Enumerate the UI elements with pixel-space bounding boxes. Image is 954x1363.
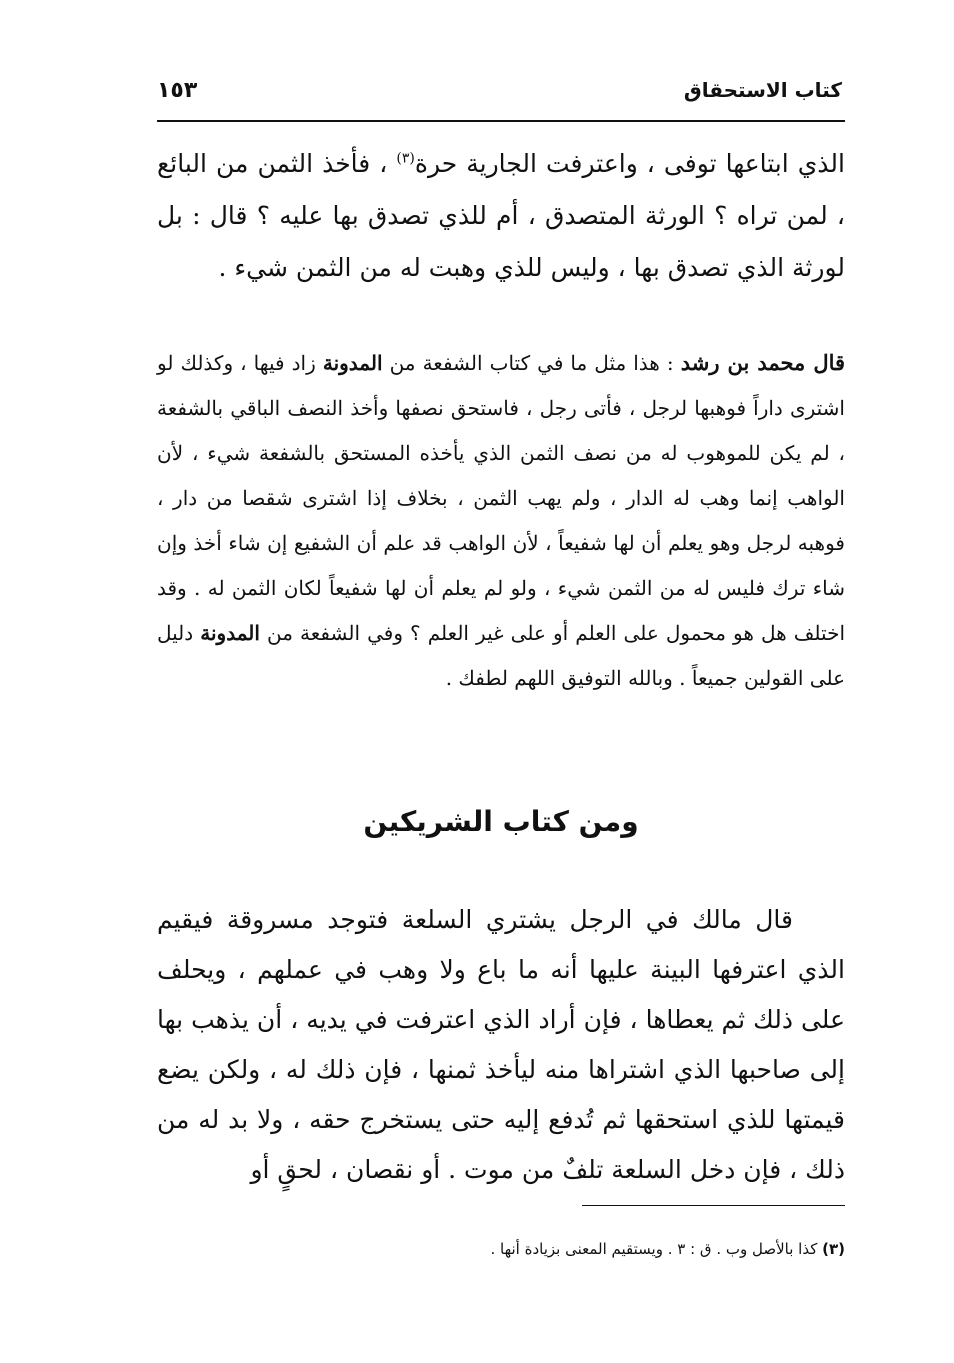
running-title: كتاب الاستحقاق <box>683 78 842 102</box>
commentary-text-a: : هذا مثل ما في كتاب الشفعة من <box>382 351 681 375</box>
header-divider <box>157 120 845 122</box>
paragraph-question <box>157 138 845 294</box>
commentary-text-b: زاد فيها ، وكذلك لو اشترى داراً فوهبها لرجل ، فأتى رجل ، فاستحق نصفها وأخذ النصف الباقي بالشفعة ، لم يكن للموهوب له من نصف الثمن الذي يأخذه المستحق بالشفعة شيء ، لأن الواهب إنما وهب له الدار ، ولم يهب الثمن ، بخلاف إذا اشترى شقصا من دار ، فوهبه لرجل وهو يعلم أن لها شفيعاً ، لأن الواهب قد علم أن الشفيع إن شاء أخذ وإن شاء ترك فليس له من الثمن شيء ، ولو لم يعلم أن لها شفيعاً لكان الثمن له . وقد اختلف هل هو محمول على العلم أو على غير العلم ؟ وفي الشفعة من <box>157 351 845 645</box>
running-header <box>157 72 842 116</box>
paragraph-commentary <box>157 340 845 701</box>
footnote-text: كذا بالأصل وب . ق : ٣ . ويستقيم المعنى بزيادة أنها . <box>490 1240 823 1258</box>
paragraph-question-text-a: الذي ابتاعها توفى ، واعترفت الجارية حرة <box>414 149 845 178</box>
commentator-name: قال محمد بن رشد <box>680 350 846 375</box>
page-number: ١٥٣ <box>157 78 198 103</box>
commentary-text-c: دليل على القولين جميعاً . وبالله التوفيق اللهم لطفك . <box>157 621 845 690</box>
section-heading: ومن كتاب الشريكين <box>363 805 639 838</box>
mudawwana-reference: المدونة <box>322 351 383 375</box>
footnote <box>157 1236 845 1262</box>
paragraph-question-text-b: ، فأخذ الثمن من البائع ، لمن تراه ؟ الورثة المتصدق ، أم للذي تصدق بها عليه ؟ قال : بل لورثة الذي تصدق بها ، وليس للذي وهبت له من الثمن شيء . <box>157 149 845 282</box>
footnote-number: (٣) <box>822 1240 845 1258</box>
footnote-reference: (٣) <box>396 150 415 167</box>
mudawwana-reference-2: المدونة <box>200 621 260 645</box>
footnote-divider <box>582 1205 845 1206</box>
paragraph-malik: قال مالك في الرجل يشتري السلعة فتوجد مسروقة فيقيم الذي اعترفها البينة عليها أنه ما باع ولا وهب في عملهم ، ويحلف على ذلك ثم يعطاها ، فإن أراد الذي اعترفت في يديه ، أن يذهب بها إلى صاحبها الذي اشتراها منه ليأخذ ثمنها ، فإن ذلك له ، ولكن يضع قيمتها للذي استحقها ثم تُدفع إليه حتى يستخرج حقه ، ولا بد له من ذلك ، فإن دخل السلعة تلفٌ من موت . أو نقصان ، لحقٍ أو <box>157 905 845 1184</box>
